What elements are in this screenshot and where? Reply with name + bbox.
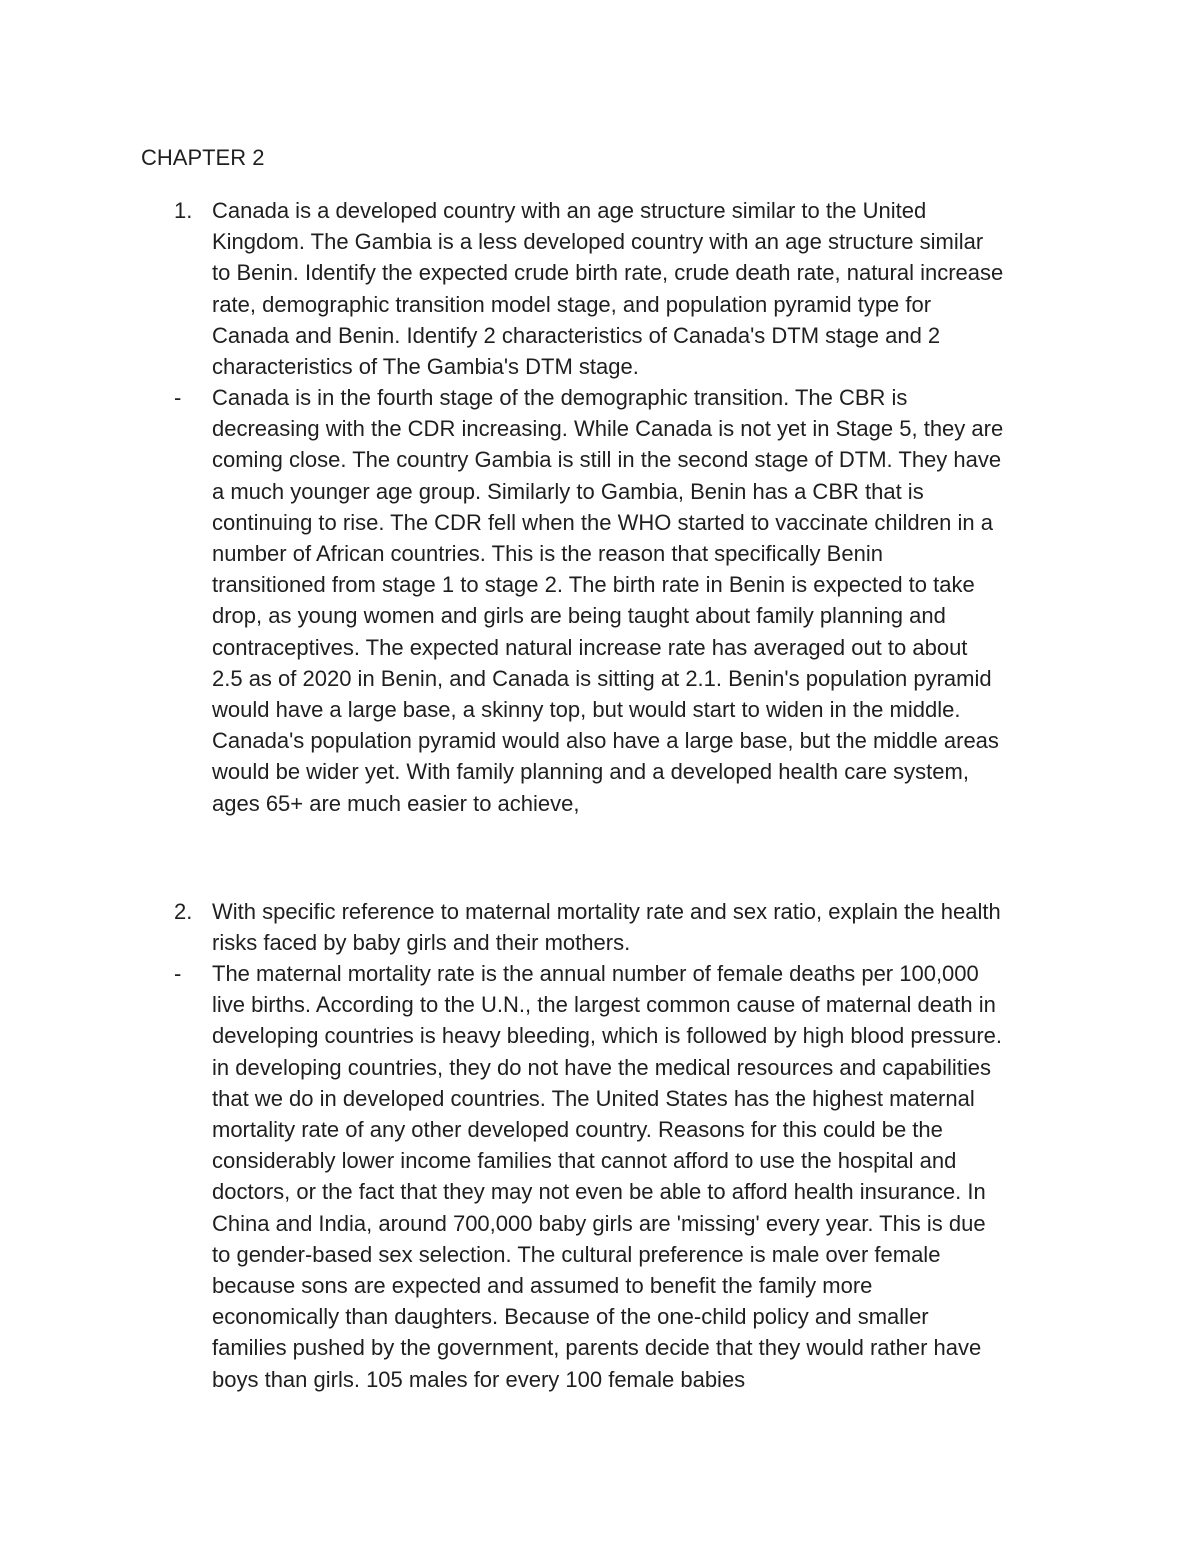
- text-line: in developing countries, they do not have the medical resources and capabilities: [212, 1054, 992, 1080]
- text-line: live births. According to the U.N., the largest common cause of maternal death in: [212, 992, 996, 1018]
- text-line: to gender-based sex selection. The cultural preference is male over female: [212, 1241, 941, 1267]
- question-text: [212, 896, 1064, 958]
- text-line: boys than girls. 105 males for every 100 female babies: [212, 1366, 746, 1392]
- chapter-heading: CHAPTER 2: [141, 145, 265, 170]
- text-line: With specific reference to maternal mortality rate and sex ratio, explain the health: [212, 899, 1001, 924]
- text-line: characteristics of The Gambia's DTM stage.: [212, 354, 639, 380]
- text-line: transitioned from stage 1 to stage 2. The birth rate in Benin is expected to take: [212, 572, 975, 598]
- text-line: would have a large base, a skinny top, but would start to widen in the middle.: [212, 697, 961, 723]
- text-line: Canada's population pyramid would also have a large base, but the middle areas: [212, 728, 999, 754]
- text-line: families pushed by the government, parents decide that they would rather have: [212, 1335, 982, 1361]
- answer-1: [0, 382, 1200, 819]
- text-line: Kingdom. The Gambia is a less developed country with an age structure similar: [212, 229, 984, 255]
- text-line: a much younger age group. Similarly to Gambia, Benin has a CBR that is: [212, 478, 924, 504]
- text-line: Canada is in the fourth stage of the demographic transition. The CBR is: [212, 385, 908, 410]
- answer-2: [0, 958, 1200, 1395]
- list-marker: 1.: [174, 198, 193, 223]
- text-line: ages 65+ are much easier to achieve,: [212, 790, 580, 816]
- text-line: that we do in developed countries. The United States has the highest maternal: [212, 1085, 975, 1111]
- text-line: Canada is a developed country with an age structure similar to the United: [212, 198, 927, 223]
- text-line: drop, as young women and girls are being taught about family planning and: [212, 603, 946, 629]
- list-marker: 2.: [174, 899, 193, 924]
- question-1: [0, 195, 1200, 382]
- answer-text: [212, 382, 1064, 819]
- text-line: rate, demographic transition model stage, and population pyramid type for: [212, 291, 932, 317]
- text-line: would be wider yet. With family planning and a developed health care system,: [212, 759, 969, 785]
- text-line: China and India, around 700,000 baby girls are 'missing' every year. This is due: [212, 1210, 986, 1236]
- text-line: 2.5 as of 2020 in Benin, and Canada is sitting at 2.1. Benin's population pyramid: [212, 665, 992, 691]
- text-line: because sons are expected and assumed to benefit the family more: [212, 1273, 873, 1299]
- text-line: to Benin. Identify the expected crude birth rate, crude death rate, natural increase: [212, 260, 1004, 286]
- list-marker: -: [174, 385, 182, 410]
- text-line: considerably lower income families that cannot afford to use the hospital and: [212, 1148, 957, 1174]
- text-line: developing countries is heavy bleeding, which is followed by high blood pressure.: [212, 1023, 1003, 1049]
- text-line: The maternal mortality rate is the annual number of female deaths per 100,000: [212, 961, 979, 986]
- text-line: economically than daughters. Because of the one-child policy and smaller: [212, 1304, 929, 1330]
- text-line: coming close. The country Gambia is still in the second stage of DTM. They have: [212, 447, 1002, 473]
- question-text: [212, 195, 1064, 382]
- answer-text: [212, 958, 1064, 1395]
- text-line: Canada and Benin. Identify 2 characteristics of Canada's DTM stage and 2: [212, 322, 941, 348]
- text-line: contraceptives. The expected natural increase rate has averaged out to about: [212, 634, 968, 660]
- text-line: mortality rate of any other developed country. Reasons for this could be the: [212, 1117, 943, 1143]
- list-marker: -: [174, 961, 182, 986]
- text-line: risks faced by baby girls and their mothers.: [212, 930, 631, 956]
- question-2: [0, 896, 1200, 958]
- text-line: number of African countries. This is the reason that specifically Benin: [212, 541, 883, 567]
- text-line: decreasing with the CDR increasing. While Canada is not yet in Stage 5, they are: [212, 416, 1004, 442]
- text-line: continuing to rise. The CDR fell when the WHO started to vaccinate children in a: [212, 509, 993, 535]
- text-line: doctors, or the fact that they may not even be able to afford health insurance. In: [212, 1179, 986, 1205]
